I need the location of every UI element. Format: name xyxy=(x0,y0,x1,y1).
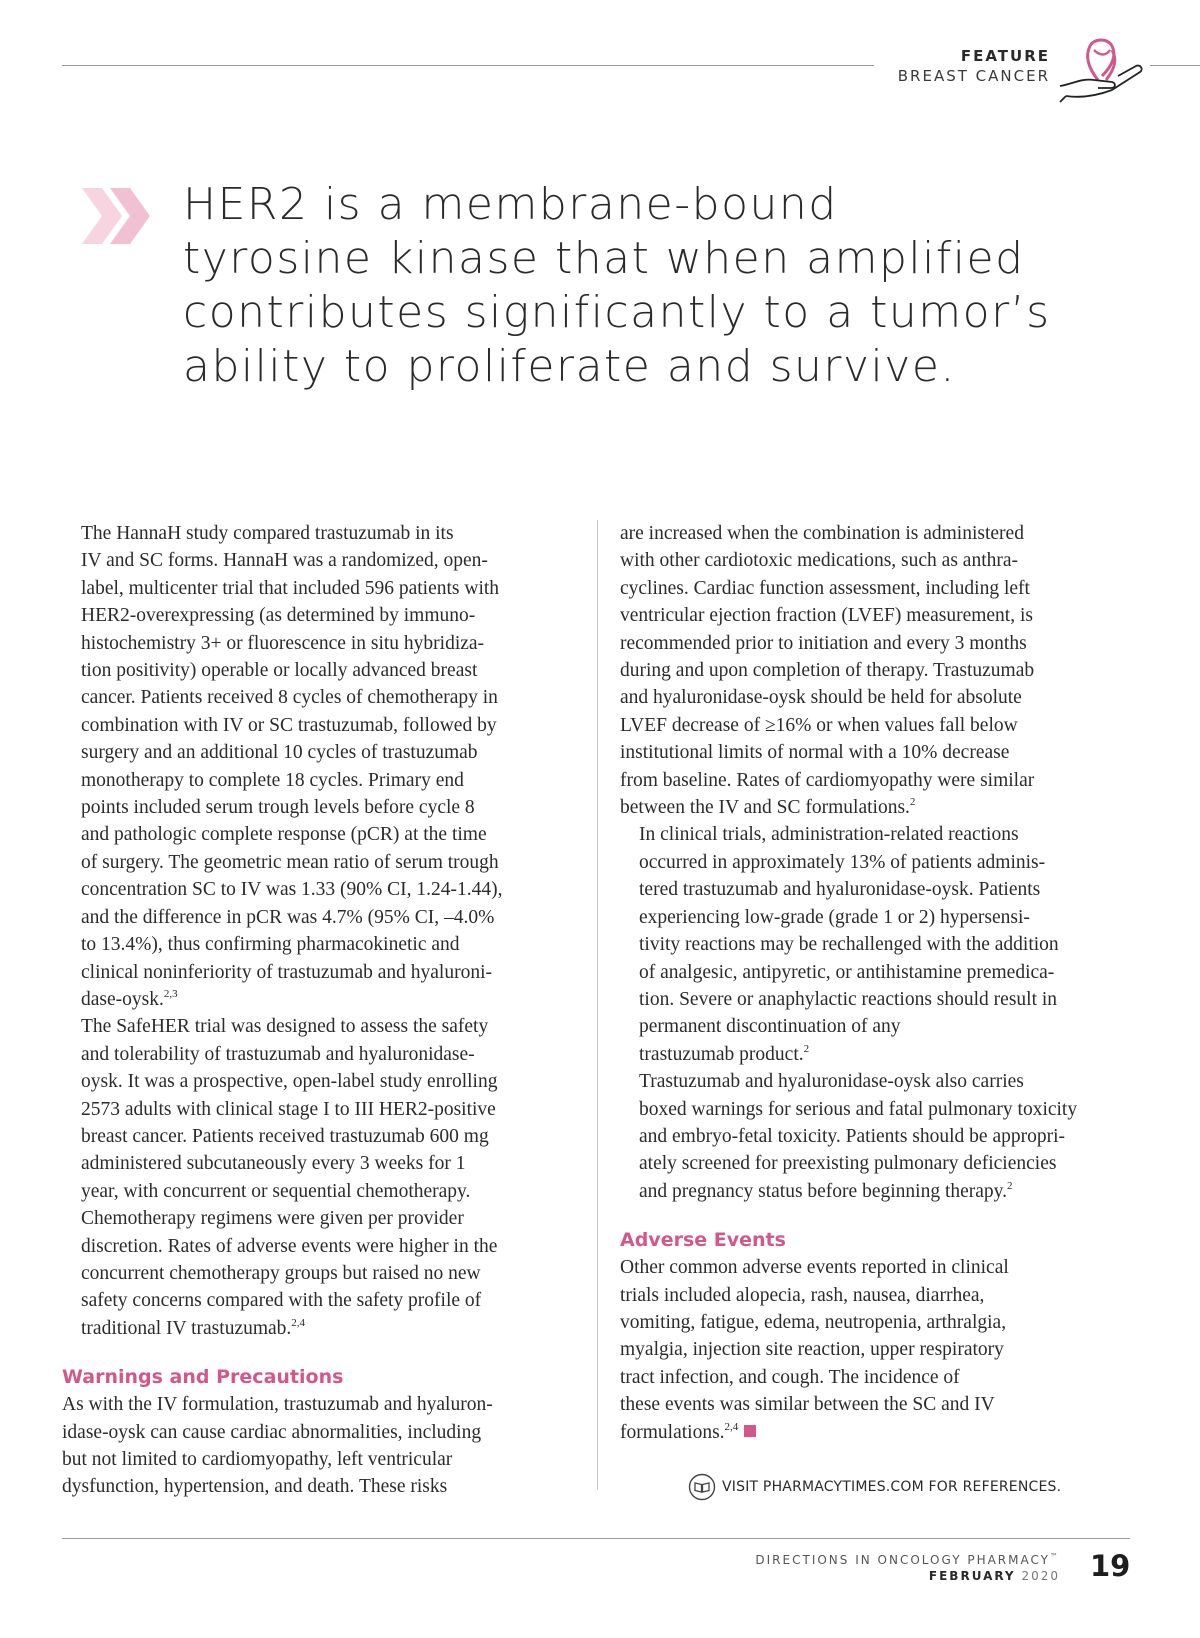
pull-quote xyxy=(183,178,1051,394)
text-line: institutional limits of normal with a 10% decrease xyxy=(620,742,1010,764)
section-name: BREAST CANCER xyxy=(897,67,1050,85)
text-line: Trastuzumab and hyaluronidase-oysk also carries xyxy=(639,1071,1024,1093)
text-line: surgery and an additional 10 cycles of trastuzumab xyxy=(81,742,478,764)
text-line: histochemistry 3+ or fluorescence in situ hybridiza- xyxy=(81,632,485,654)
text-line: 2573 adults with clinical stage I to III HER2-positive xyxy=(81,1098,496,1120)
subhead-adverse-events: Adverse Events xyxy=(620,1229,786,1252)
text-line: safety concerns compared with the safety profile of xyxy=(81,1290,482,1312)
text-line: between the IV and SC formulations.$^2$ xyxy=(620,796,916,819)
trademark: ™ xyxy=(1050,1552,1060,1561)
text-line: these events was similar between the SC and IV xyxy=(620,1394,995,1416)
text-line: points included serum trough levels before cycle 8 xyxy=(81,797,475,819)
text-line: ately screened for preexisting pulmonary deficiencies xyxy=(639,1153,1057,1175)
text-line: combination with IV or SC trastuzumab, followed by xyxy=(81,714,497,736)
text-line: tion. Severe or anaphylactic reactions should result in xyxy=(639,988,1058,1010)
citation-ref: 2 xyxy=(803,1042,810,1055)
text-line: clinical noninferiority of trastuzumab and hyaluroni- xyxy=(81,961,492,983)
text-line: of surgery. The geometric mean ratio of serum trough xyxy=(81,851,499,873)
text-line: trastuzumab product.$^2$ xyxy=(639,1042,810,1065)
text-line: oysk. It was a prospective, open-label study enrolling xyxy=(81,1071,498,1093)
text-line: ventricular ejection fraction (LVEF) measurement, is xyxy=(620,605,1033,627)
text-line: monotherapy to complete 18 cycles. Primary end xyxy=(81,769,464,791)
text-line: and pregnancy status before beginning therapy.$^2$ xyxy=(639,1179,1013,1202)
text-line: tract infection, and cough. The incidence of xyxy=(620,1366,960,1388)
text-line: during and upon completion of therapy. Trastuzumab xyxy=(620,660,1035,682)
text-line: concurrent chemotherapy groups but raised no new xyxy=(81,1262,481,1284)
text-line: occurred in approximately 13% of patients adminis- xyxy=(639,851,1046,873)
text-line: experiencing low-grade (grade 1 or 2) hypersensi- xyxy=(639,906,1030,928)
publication-name: DIRECTIONS IN ONCOLOGY PHARMACY xyxy=(755,1553,1050,1567)
pull-quote-line: HER2 is a membrane-bound xyxy=(183,179,838,230)
text-line: year, with concurrent or sequential chemotherapy. xyxy=(81,1180,471,1202)
text-line: breast cancer. Patients received trastuzumab 600 mg xyxy=(81,1125,489,1147)
paragraph-safeher xyxy=(62,1013,577,1342)
text-line: idase-oysk can cause cardiac abnormalities, including xyxy=(62,1421,482,1443)
text-line: LVEF decrease of ≥16% or when values fall below xyxy=(620,714,1018,736)
paragraph-adverse-events xyxy=(620,1254,1132,1446)
paragraph-boxed-warnings xyxy=(620,1068,1132,1205)
paragraph-reactions xyxy=(620,821,1132,1068)
text-line: As with the IV formulation, trastuzumab and hyaluron- xyxy=(62,1394,493,1416)
text-line: traditional IV trastuzumab.$^{2,4}$ xyxy=(81,1316,306,1339)
end-of-article-mark xyxy=(744,1425,756,1437)
text-line: boxed warnings for serious and fatal pulmonary toxicity xyxy=(639,1098,1078,1120)
references-link[interactable]: VISIT PHARMACYTIMES.COM FOR REFERENCES. xyxy=(722,1479,1062,1495)
pull-quote-line: ability to proliferate and survive. xyxy=(183,341,956,392)
text-line: permanent discontinuation of any xyxy=(639,1016,901,1038)
header-rule xyxy=(62,65,874,66)
pull-quote-line: tyrosine kinase that when amplified xyxy=(183,233,1025,284)
citation-ref: 2 xyxy=(1007,1179,1013,1192)
header-rule-right xyxy=(1150,65,1200,66)
issue-year: 2020 xyxy=(1021,1569,1060,1583)
text-line: to 13.4%), thus confirming pharmacokinetic and xyxy=(81,934,460,956)
subhead-warnings: Warnings and Precautions xyxy=(62,1366,344,1389)
text-line: label, multicenter trial that included 596 patients with xyxy=(81,577,500,599)
section-kicker: FEATURE xyxy=(960,47,1050,65)
citation-ref: 2,3 xyxy=(163,987,178,1000)
text-line: The HannaH study compared trastuzumab in its xyxy=(81,523,454,544)
paragraph-cardiac xyxy=(620,520,1132,821)
page-number: 19 xyxy=(1090,1549,1131,1583)
text-line: dase-oysk.$^{2,3}$ xyxy=(81,987,178,1010)
text-line: tered trastuzumab and hyaluronidase-oysk. Patients xyxy=(639,879,1041,901)
text-line: Other common adverse events reported in clinical xyxy=(620,1257,1009,1279)
issue-month: FEBRUARY xyxy=(928,1569,1016,1583)
text-line: of analgesic, antipyretic, or antihistamine premedica- xyxy=(639,961,1055,983)
text-line: vomiting, fatigue, edema, neutropenia, arthralgia, xyxy=(620,1311,1007,1333)
text-line: Chemotherapy regimens were given per provider xyxy=(81,1208,464,1230)
ribbon-hand-icon xyxy=(1056,28,1148,106)
text-line: In clinical trials, administration-related reactions xyxy=(639,824,1019,846)
text-line: trials included alopecia, rash, nausea, diarrhea, xyxy=(620,1284,985,1306)
right-column xyxy=(620,520,1132,1446)
text-line: tivity reactions may be rechallenged with the addition xyxy=(639,934,1059,956)
text-line: cancer. Patients received 8 cycles of chemotherapy in xyxy=(81,687,498,709)
text-line: with other cardiotoxic medications, such as anthra- xyxy=(620,550,1018,572)
text-line: dysfunction, hypertension, and death. These risks xyxy=(62,1476,448,1498)
text-line: The SafeHER trial was designed to assess the safety xyxy=(81,1016,489,1038)
text-line: but not limited to cardiomyopathy, left ventricular xyxy=(62,1449,453,1470)
text-line: concentration SC to IV was 1.33 (90% CI, 1.24-1.44), xyxy=(81,879,503,901)
citation-ref: 2 xyxy=(909,796,916,809)
text-line: and tolerability of trastuzumab and hyaluronidase- xyxy=(81,1043,475,1065)
chevron-double-right-icon xyxy=(82,188,152,244)
footer-publication-info xyxy=(755,1552,1060,1584)
paragraph-hannah xyxy=(62,520,577,1013)
footer-rule xyxy=(62,1538,1130,1539)
text-line: discretion. Rates of adverse events were higher in the xyxy=(81,1235,498,1257)
references-note[interactable] xyxy=(688,1473,1061,1501)
citation-ref: 2,4 xyxy=(724,1420,739,1433)
text-line: cyclines. Cardiac function assessment, including left xyxy=(620,577,1030,599)
text-line: and hyaluronidase-oysk should be held for absolute xyxy=(620,687,1022,709)
pull-quote-line: contributes significantly to a tumor’s xyxy=(183,287,1051,338)
left-column xyxy=(62,520,577,1501)
book-icon xyxy=(688,1473,716,1501)
text-line: administered subcutaneously every 3 weeks for 1 xyxy=(81,1153,466,1175)
column-divider xyxy=(597,520,598,1490)
citation-ref: 2,4 xyxy=(291,1316,306,1329)
text-line: and pathologic complete response (pCR) at the time xyxy=(81,824,487,846)
text-line: and embryo-fetal toxicity. Patients should be appropri- xyxy=(639,1125,1066,1147)
text-line: recommended prior to initiation and every 3 months xyxy=(620,632,1027,654)
text-line: myalgia, injection site reaction, upper respiratory xyxy=(620,1339,1004,1361)
text-line: formulations.$^{2,4}$ xyxy=(620,1419,1132,1446)
text-line: tion positivity) operable or locally advanced breast xyxy=(81,660,478,682)
text-line: HER2-overexpressing (as determined by immuno- xyxy=(81,605,476,627)
text-line: and the difference in pCR was 4.7% (95% CI, –4.0% xyxy=(81,906,495,928)
text-line: IV and SC forms. HannaH was a randomized, open- xyxy=(81,550,488,572)
text-line: from baseline. Rates of cardiomyopathy were similar xyxy=(620,769,1035,791)
paragraph-warnings xyxy=(62,1391,577,1501)
text-line: are increased when the combination is administered xyxy=(620,523,1024,544)
section-label xyxy=(898,46,1050,86)
